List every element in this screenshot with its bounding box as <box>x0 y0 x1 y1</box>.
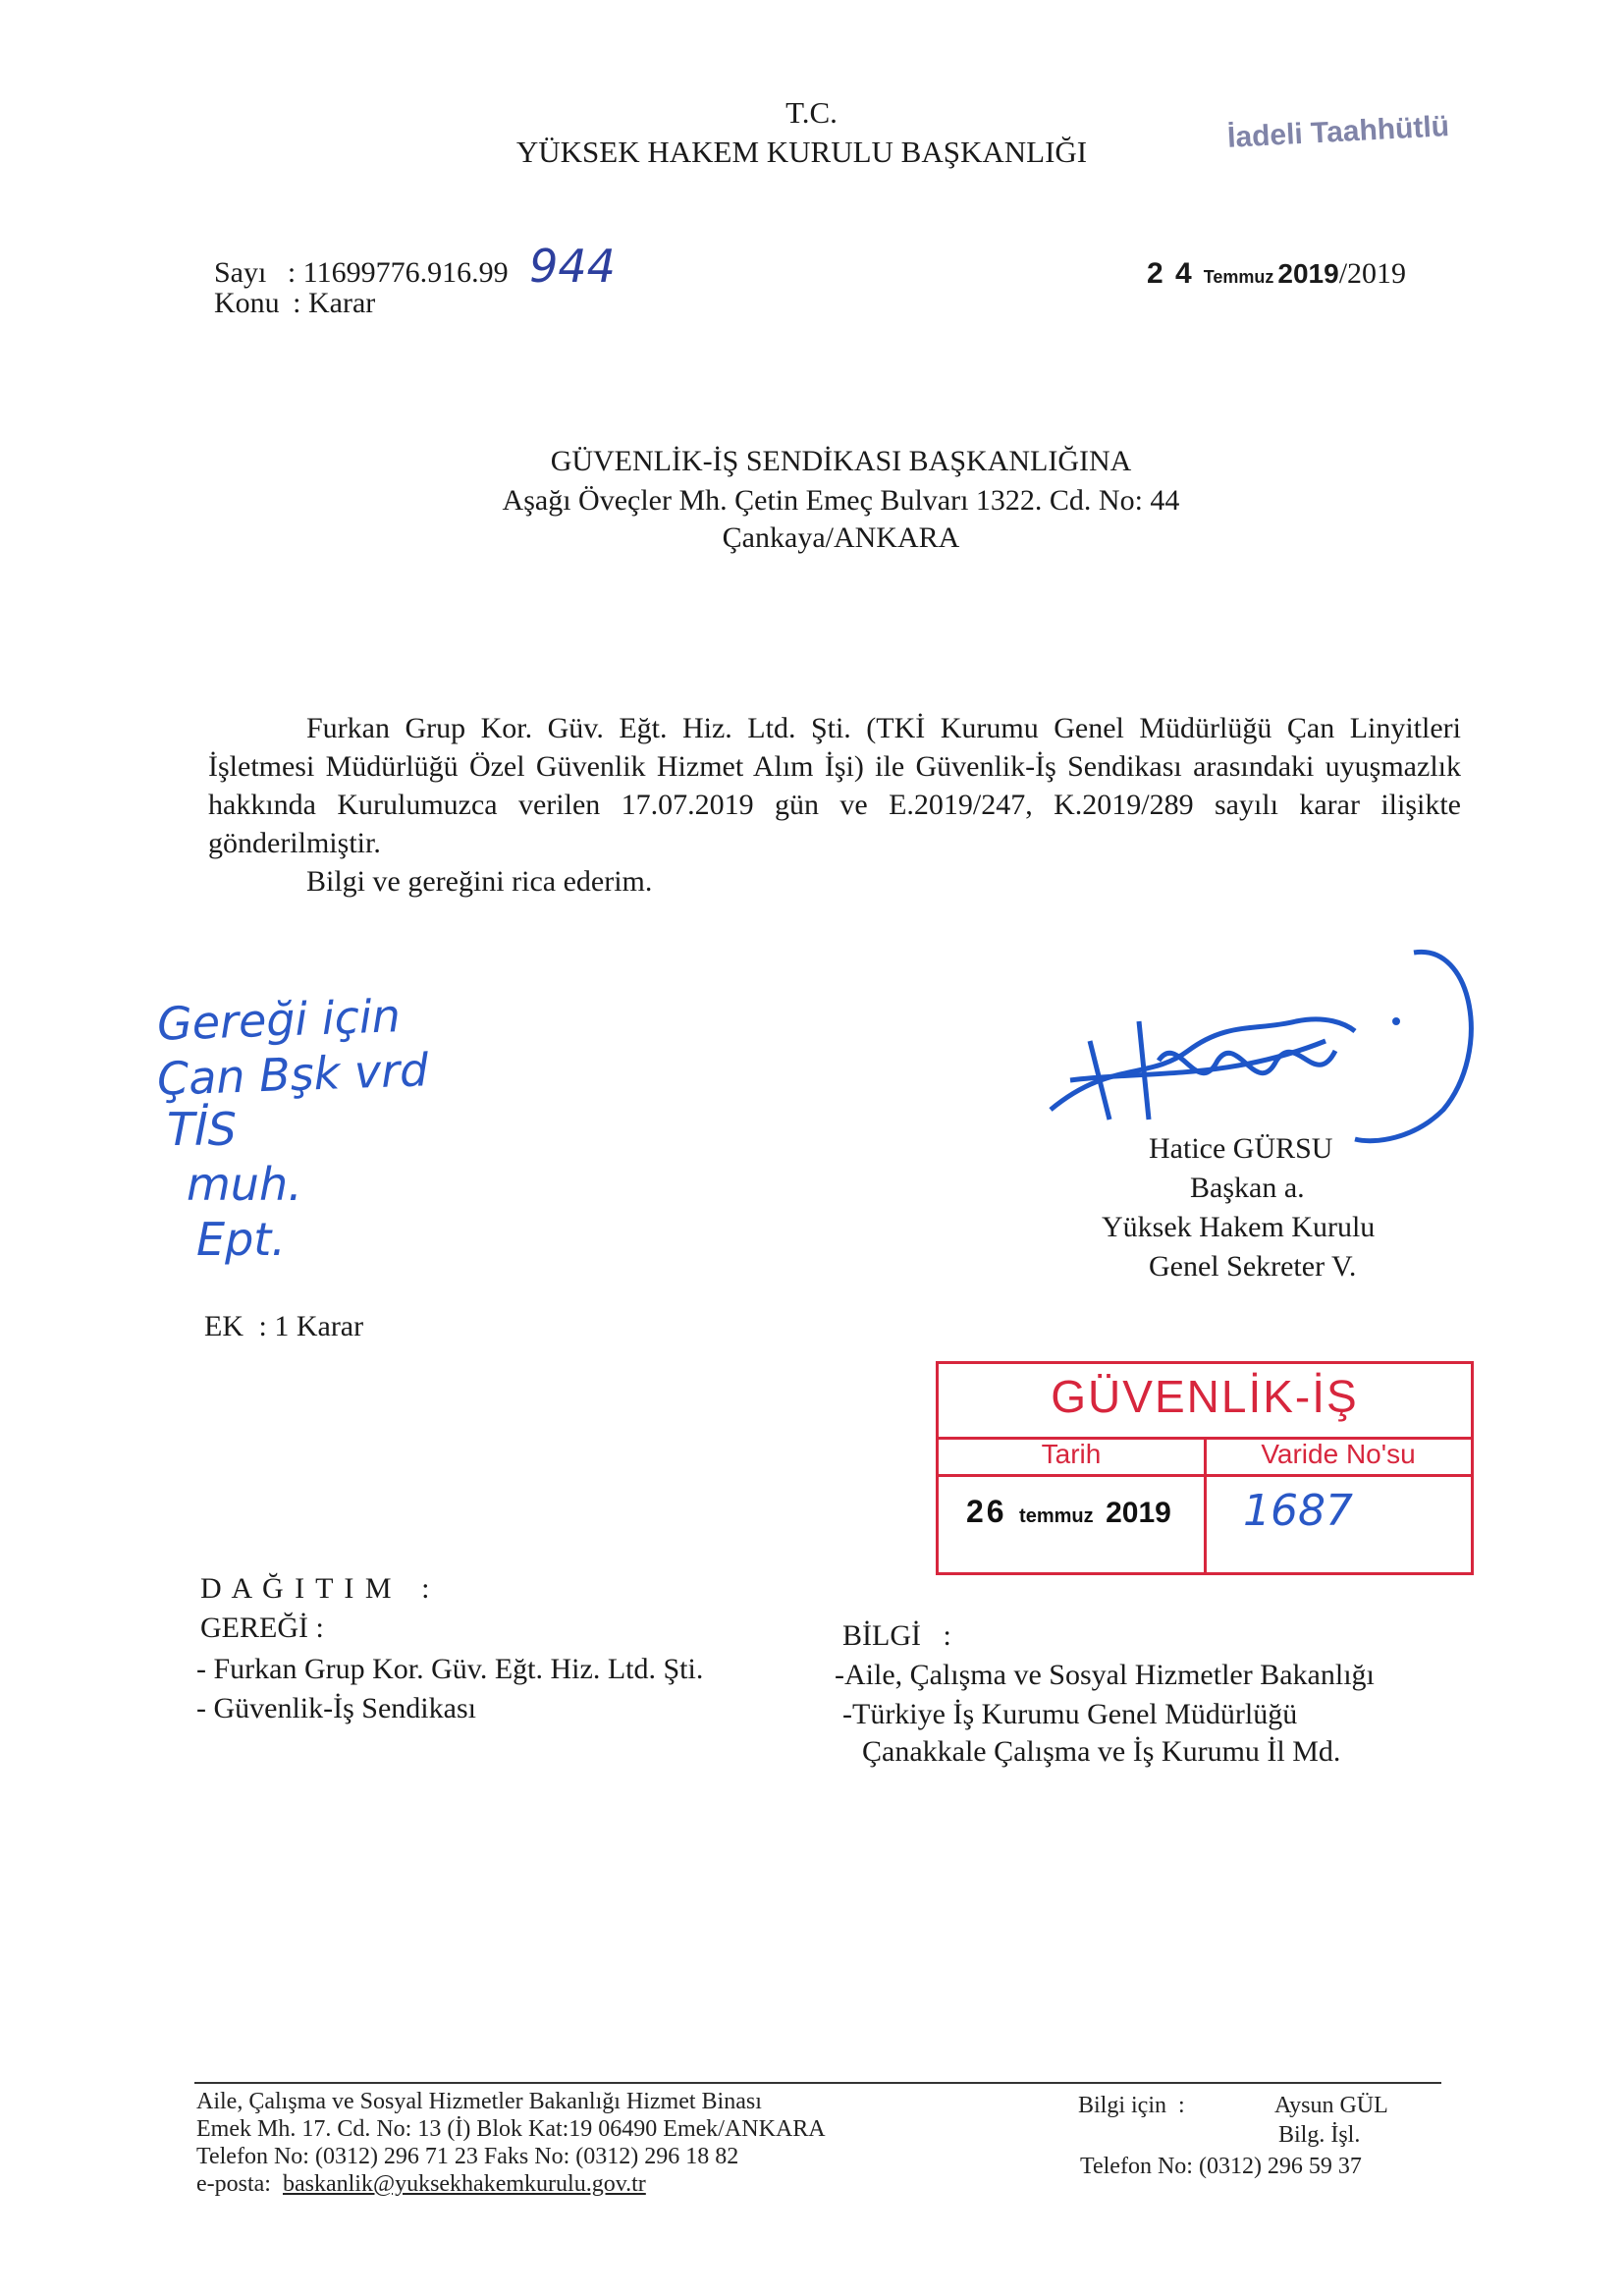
date-stamp-day: 2 4 <box>1147 257 1194 290</box>
date-stamp-year: 2019 <box>1277 258 1339 289</box>
handwritten-line-1: Gereği için <box>156 989 402 1051</box>
date-line <box>1147 257 1406 291</box>
bilgi-label: BİLGİ : <box>842 1619 951 1652</box>
signatory-title-1: Başkan a. <box>1190 1172 1305 1204</box>
receipt-date-label: Tarih <box>1041 1439 1102 1469</box>
bilgi-item-3: Çanakkale Çalışma ve İş Kurumu İl Md. <box>862 1735 1341 1768</box>
receipt-number-value: 1687 <box>1243 1486 1353 1536</box>
attachment-line <box>204 1310 363 1343</box>
receipt-date-month: temmuz <box>1019 1505 1094 1527</box>
signatory-title-3: Genel Sekreter V. <box>1149 1250 1357 1283</box>
institution-heading: YÜKSEK HAKEM KURULU BAŞKANLIĞI <box>515 135 1088 169</box>
handwritten-line-3: TİS <box>167 1103 237 1156</box>
body-paragraph-1: Furkan Grup Kor. Güv. Eğt. Hiz. Ltd. Şti. (TKİ Kurumu Genel Müdürlüğü Çan Linyitleri İşletmesi Müdürlüğü Özel Güvenlik Hizmet Alım İşi) ile Güvenlik-İş Sendikası arasındaki uyuşmazlık hakkında Kurulumuzca verilen 17.07.2019 gün ve E.2019/247, K.2019/289 sayılı karar ilişikte gönderilmiştir. <box>208 712 1461 859</box>
handwritten-line-2: Çan Bşk vrd <box>156 1043 430 1106</box>
date-suffix: /2019 <box>1338 257 1407 290</box>
signatory-name: Hatice GÜRSU <box>1149 1132 1333 1165</box>
konu-value: : Karar <box>293 287 376 319</box>
footer-info-label: Bilgi için : <box>1078 2093 1185 2118</box>
receipt-stamp-org: GÜVENLİK-İŞ <box>1051 1371 1359 1422</box>
receipt-number-label: Varide No'su <box>1261 1439 1416 1469</box>
footer-email-label: e-posta: <box>196 2171 271 2197</box>
postal-stamp: İadeli Taahhütlü <box>1226 110 1450 154</box>
recipient-address1: Aşağı Öveçler Mh. Çetin Emeç Bulvarı 1322. Cd. No: 44 <box>502 484 1180 517</box>
attachment-label: EK <box>204 1310 243 1342</box>
footer-address <box>196 2088 826 2198</box>
receipt-stamp <box>936 1361 1474 1575</box>
handwritten-line-4: muh. <box>187 1158 302 1211</box>
stamp-divider-vertical <box>1204 1437 1207 1572</box>
footer-info-title: Bilg. İşl. <box>1278 2122 1361 2148</box>
bilgi-item-1: -Aile, Çalışma ve Sosyal Hizmetler Bakanlığı <box>835 1659 1375 1691</box>
body-paragraph-2: Bilgi ve gereğini rica ederim. <box>306 865 653 898</box>
geregi-item-2: - Güvenlik-İş Sendikası <box>196 1692 476 1724</box>
distribution-title: D A Ğ I T I M : <box>200 1572 432 1605</box>
receipt-date-day: 26 <box>966 1494 1007 1529</box>
handwritten-note <box>156 989 430 1267</box>
footer-rule <box>194 2082 1441 2084</box>
footer-address-line-3: Telefon No: (0312) 296 71 23 Faks No: (0312) 296 18 82 <box>196 2144 739 2169</box>
handwritten-line-5: Ept. <box>196 1213 286 1266</box>
footer-email-line <box>196 2170 826 2198</box>
country-heading: T.C. <box>785 95 838 130</box>
geregi-label: GEREĞİ : <box>200 1612 324 1644</box>
recipient-name: GÜVENLİK-İŞ SENDİKASI BAŞKANLIĞINA <box>550 445 1132 477</box>
konu-line <box>214 285 375 322</box>
recipient-address2: Çankaya/ANKARA <box>722 521 960 554</box>
letter-body <box>208 709 1461 901</box>
sayi-value: : 11699776.916.99 <box>287 256 509 289</box>
footer-info-phone: Telefon No: (0312) 296 59 37 <box>1080 2154 1362 2179</box>
receipt-date-year: 2019 <box>1106 1497 1171 1529</box>
date-stamp-month: Temmuz <box>1203 267 1274 287</box>
bilgi-item-2: -Türkiye İş Kurumu Genel Müdürlüğü <box>842 1698 1298 1730</box>
sayi-handwritten: 944 <box>529 240 616 293</box>
signatory-title-2: Yüksek Hakem Kurulu <box>1102 1211 1376 1243</box>
receipt-date-value <box>966 1494 1171 1530</box>
geregi-item-1: - Furkan Grup Kor. Güv. Eğt. Hiz. Ltd. Şti. <box>196 1653 704 1685</box>
footer-info-name: Aysun GÜL <box>1274 2093 1388 2118</box>
attachment-value: : 1 Karar <box>258 1310 364 1342</box>
footer-email-link[interactable]: baskanlik@yuksekhakemkurulu.gov.tr <box>282 2171 646 2197</box>
footer-address-line-1: Aile, Çalışma ve Sosyal Hizmetler Bakanlığı Hizmet Binası <box>196 2089 762 2114</box>
footer-address-line-2: Emek Mh. 17. Cd. No: 13 (İ) Blok Kat:19 06490 Emek/ANKARA <box>196 2116 826 2142</box>
konu-label: Konu <box>214 287 280 319</box>
sayi-label: Sayı <box>214 256 267 289</box>
